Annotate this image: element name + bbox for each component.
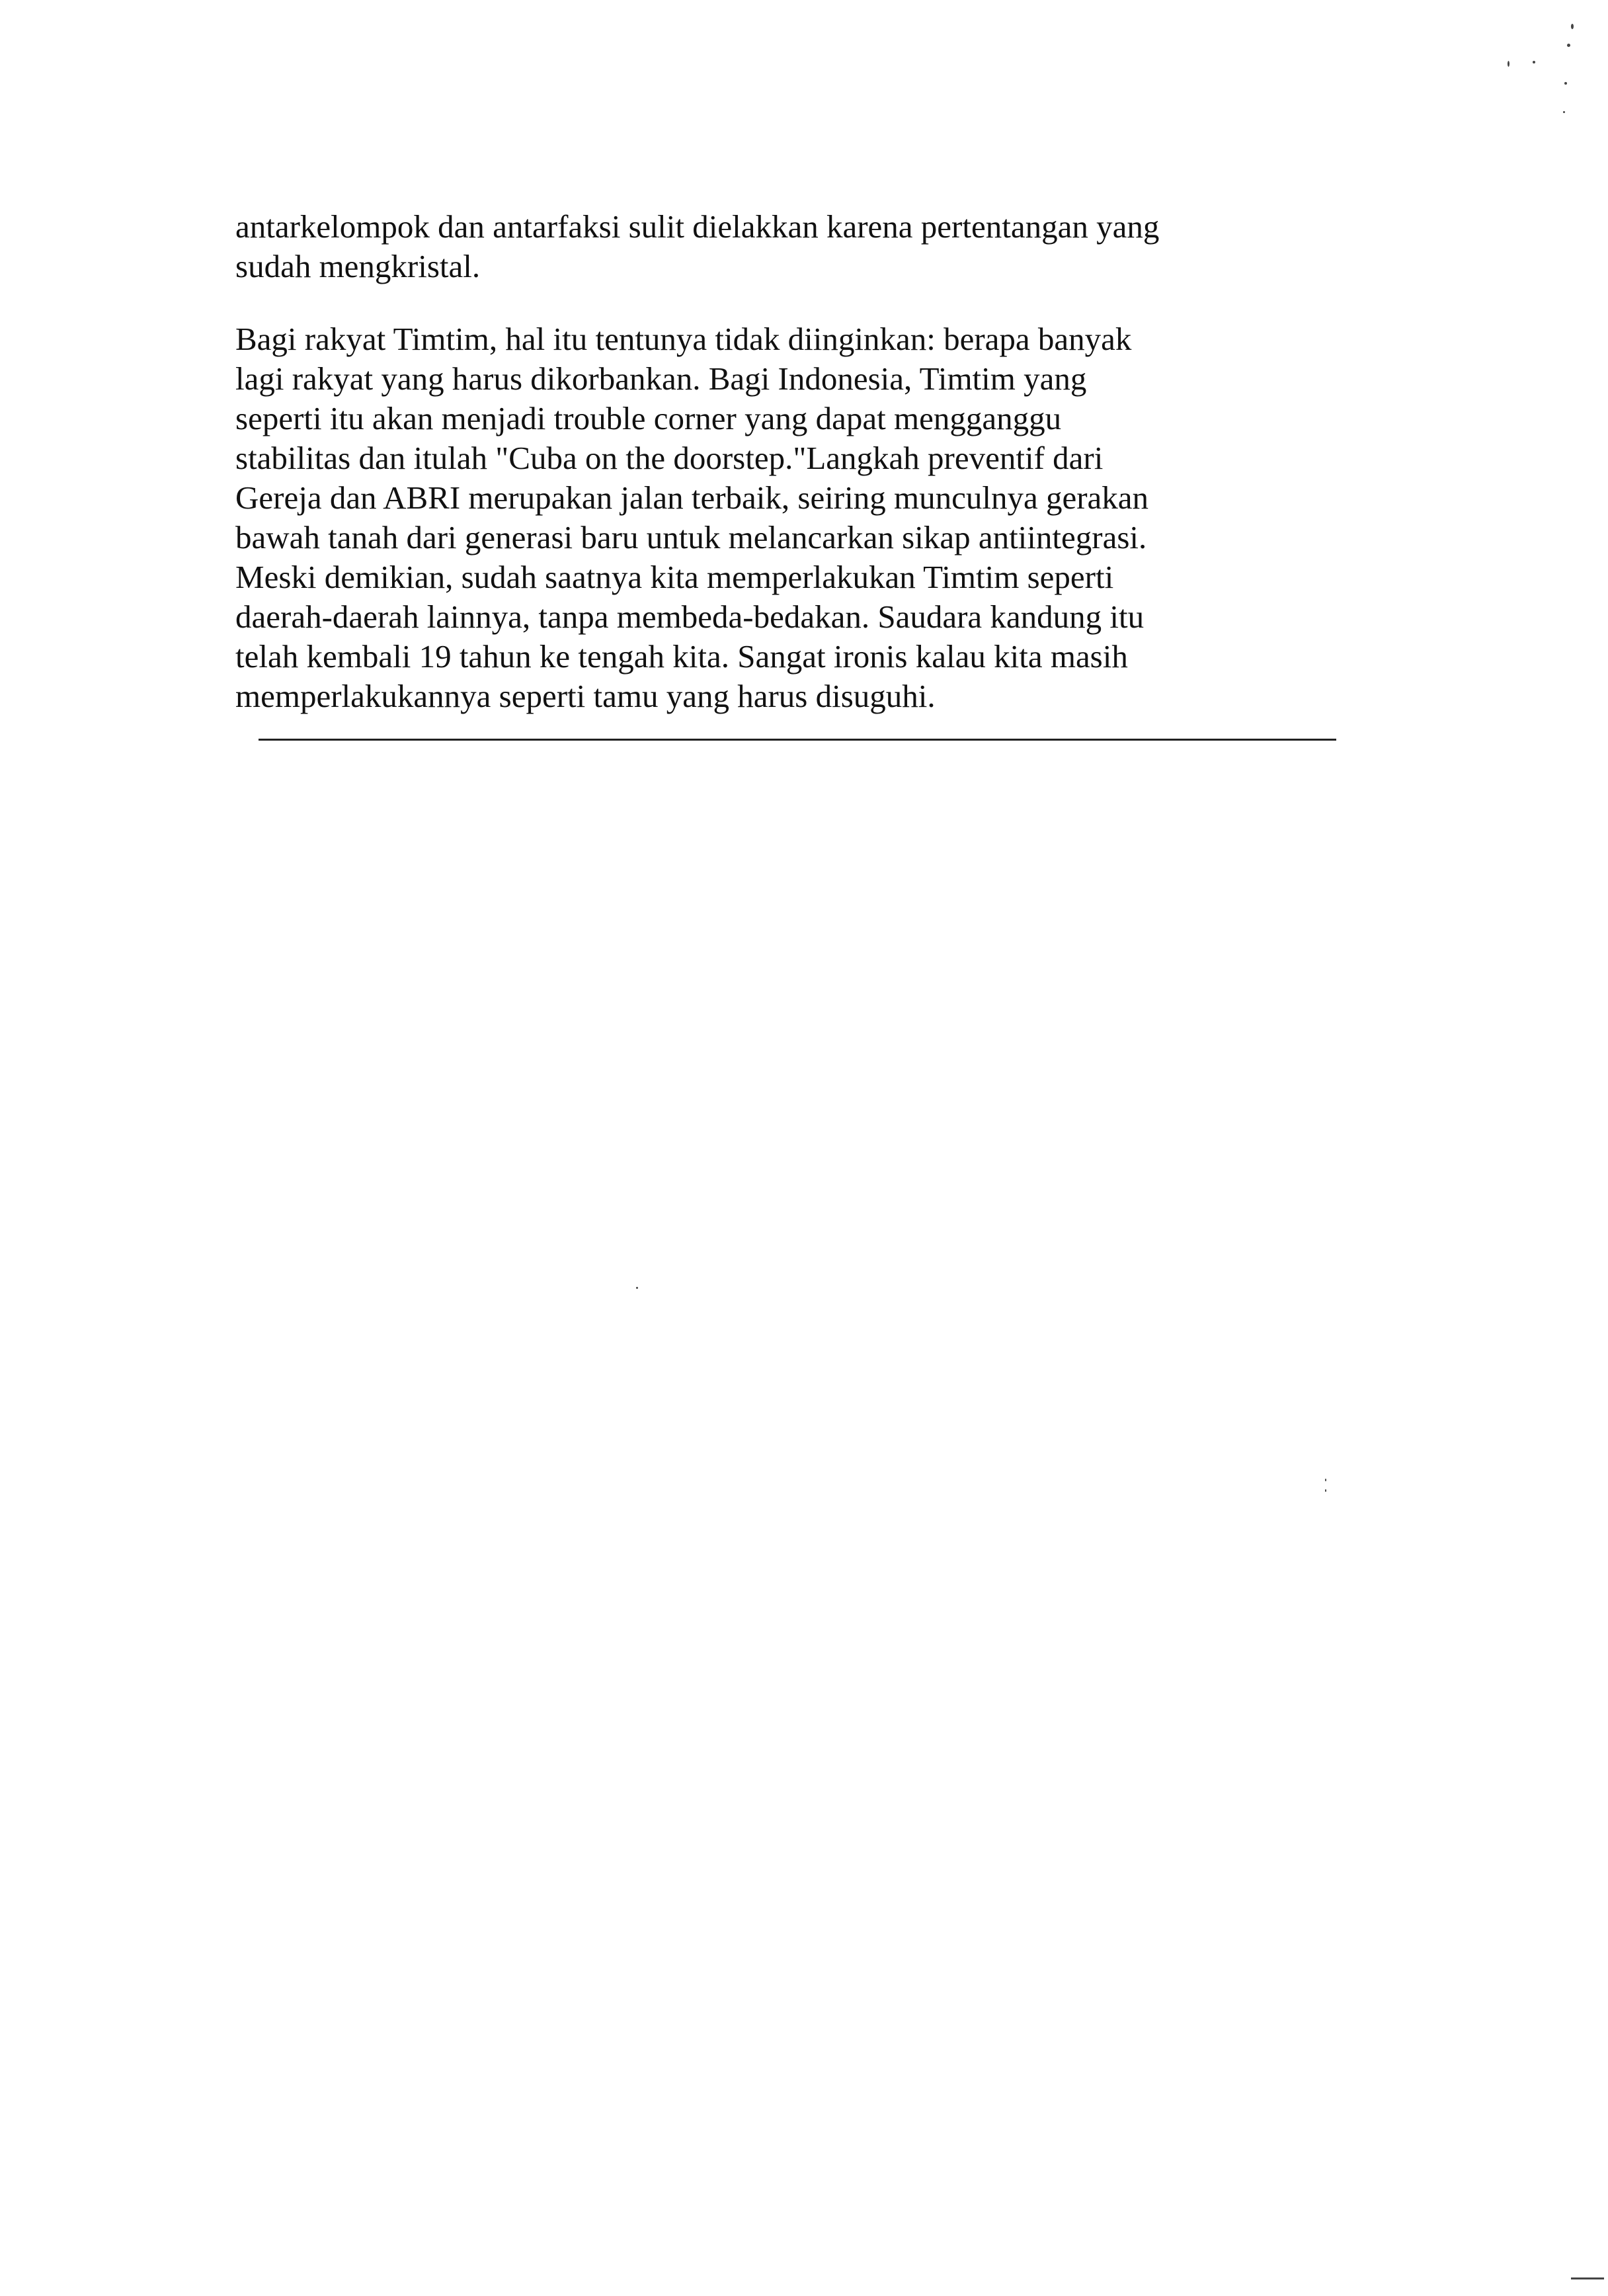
paragraph-line: daerah-daerah lainnya, tanpa membeda-bedakan. Saudara kandung itu (235, 598, 1145, 635)
paragraph-2 (235, 319, 1267, 716)
paragraph-line: Meski demikian, sudah saatnya kita memperlakukan Timtim seperti (235, 559, 1114, 595)
scan-speck (1564, 82, 1567, 85)
scan-speck (1567, 44, 1570, 47)
paragraph-line: telah kembali 19 tahun ke tengah kita. Sangat ironis kalau kita masih (235, 638, 1128, 675)
paragraph-line: memperlakukannya seperti tamu yang harus disuguhi. (235, 678, 936, 714)
paragraph-1 (235, 207, 1267, 286)
end-separator-line (259, 739, 1336, 741)
scan-speck (1325, 1489, 1326, 1492)
paragraph-line: Bagi rakyat Timtim, hal itu tentunya tidak diinginkan: berapa banyak (235, 321, 1132, 357)
paragraph-line: lagi rakyat yang harus dikorbankan. Bagi Indonesia, Timtim yang (235, 360, 1087, 397)
paragraph-line: sudah mengkristal. (235, 248, 481, 284)
scan-speck (1571, 2277, 1604, 2279)
paragraph-line: stabilitas dan itulah "Cuba on the doorstep."Langkah preventif dari (235, 440, 1104, 476)
scan-speck (1508, 61, 1509, 67)
paragraph-line: Gereja dan ABRI merupakan jalan terbaik, seiring munculnya gerakan (235, 479, 1149, 516)
paragraph-line: antarkelompok dan antarfaksi sulit dielakkan karena pertentangan yang (235, 208, 1160, 245)
scan-speck (1563, 111, 1565, 113)
scan-speck (636, 1287, 638, 1289)
scan-speck (1533, 61, 1535, 63)
paragraph-line: bawah tanah dari generasi baru untuk melancarkan sikap antiintegrasi. (235, 519, 1147, 555)
scan-speck (1325, 1479, 1326, 1481)
paragraph-line: seperti itu akan menjadi trouble corner yang dapat mengganggu (235, 400, 1062, 436)
scan-speck (1571, 24, 1574, 29)
